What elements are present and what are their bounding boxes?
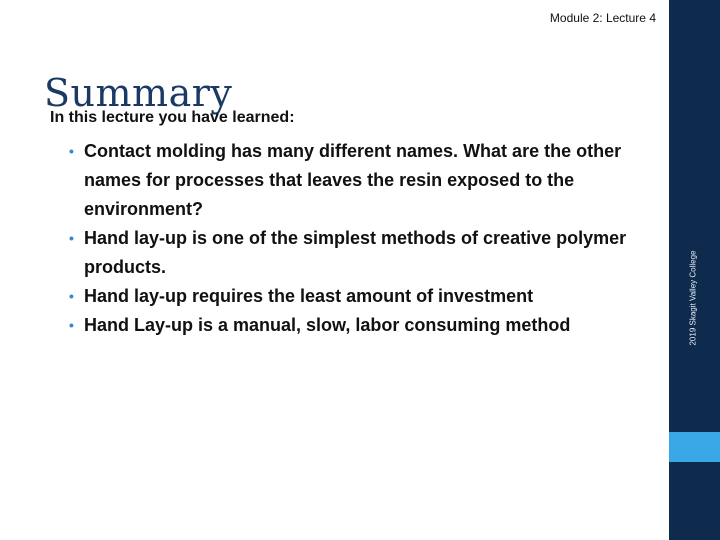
slide-title: Summary — [44, 71, 233, 116]
right-sidebar — [667, 0, 720, 540]
bullet-item — [69, 137, 634, 224]
bullet-item — [69, 224, 634, 282]
bullet-item — [69, 282, 634, 311]
bullet-text: Hand lay-up requires the least amount of investment — [84, 286, 534, 306]
bullet-icon: • — [69, 143, 74, 159]
copyright-text: 2019 Skagit Valley College — [688, 250, 698, 346]
module-label: Module 2: Lecture 4 — [549, 11, 656, 25]
bullet-icon: • — [69, 230, 74, 246]
bullet-text: Hand Lay-up is a manual, slow, labor consuming method — [84, 315, 571, 335]
copyright-container — [667, 0, 720, 540]
bullet-text: Contact molding has many different names. What are the other names for processes that leaves the resin exposed to the environment? — [84, 141, 622, 219]
bullet-text: Hand lay-up is one of the simplest methods of creative polymer products. — [84, 228, 627, 277]
bullet-item — [69, 311, 634, 340]
intro-text: In this lecture you have learned: — [50, 109, 295, 126]
bullet-list — [69, 137, 634, 340]
bullet-icon: • — [69, 317, 74, 333]
bullet-icon: • — [69, 288, 74, 304]
